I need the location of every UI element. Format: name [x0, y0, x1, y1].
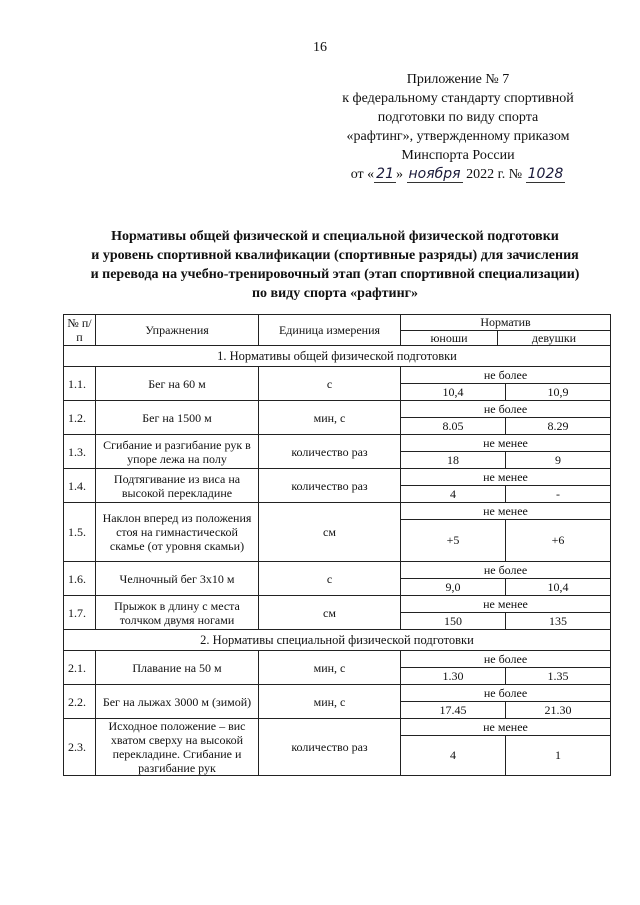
norm-condition: не более	[401, 401, 610, 418]
value-girls: 8.29	[547, 419, 569, 433]
unit: мин, с	[259, 685, 401, 719]
norm-condition: не более	[401, 685, 610, 702]
norm-cell	[401, 685, 611, 719]
annex-line: Минспорта России	[401, 148, 515, 163]
value-girls: 1.35	[547, 669, 569, 683]
row-number: 1.3.	[64, 435, 96, 469]
norm-cell	[401, 469, 611, 503]
norm-condition: не более	[401, 562, 610, 579]
normatives-table	[63, 314, 611, 776]
value-girls: 9	[555, 453, 561, 467]
norm-cell	[401, 367, 611, 401]
value-girls: 21.30	[544, 703, 572, 717]
row-number: 1.7.	[64, 596, 96, 630]
norm-cell	[401, 719, 611, 776]
exercise-name: Прыжок в длину с места толчком двумя ногами	[96, 596, 259, 630]
norm-cell	[401, 435, 611, 469]
section-row-general	[64, 346, 611, 367]
table-row	[64, 685, 611, 719]
norm-cell	[401, 503, 611, 562]
header-girls: девушки	[498, 330, 611, 346]
value-girls: 135	[549, 614, 567, 628]
document-heading: Нормативы общей физической и специальной физической подготовки и уровень спортивной квалификации (спортивные разряды) для зачисления и перевода на учебно-тренировочный этап (этап спортивной специализации) по виду спорта «рафтинг»	[90, 229, 580, 301]
row-number: 1.1.	[64, 367, 96, 401]
table-row	[64, 401, 611, 435]
unit: мин, с	[259, 651, 401, 685]
header-row	[64, 315, 611, 331]
page-number: 16	[313, 40, 327, 55]
row-number: 2.2.	[64, 685, 96, 719]
table-row	[64, 651, 611, 685]
unit: с	[259, 562, 401, 596]
norm-condition: не менее	[401, 469, 610, 486]
norm-cell	[401, 562, 611, 596]
value-girls: +6	[551, 533, 565, 547]
value-boys: 4	[401, 736, 506, 775]
table-row	[64, 367, 611, 401]
value-girls: -	[556, 487, 560, 501]
header-unit: Единица измерения	[259, 315, 401, 346]
unit: с	[259, 367, 401, 401]
annex-title: Приложение № 7	[406, 72, 510, 87]
header-norm: Норматив	[401, 315, 611, 331]
value-boys: 18	[401, 452, 506, 468]
section-row-special	[64, 630, 611, 651]
norm-condition: не менее	[401, 435, 610, 452]
norm-condition: не более	[401, 651, 610, 668]
handwritten-order-number: 1028	[527, 166, 564, 182]
handwritten-day: 21	[376, 166, 394, 182]
value-boys: 17.45	[401, 702, 506, 718]
exercise-name: Сгибание и разгибание рук в упоре лежа на полу	[96, 435, 259, 469]
handwritten-month: ноября	[408, 166, 461, 182]
exercise-name: Подтягивание из виса на высокой перекладине	[96, 469, 259, 503]
value-girls: 10,4	[547, 580, 569, 594]
norm-condition: не менее	[401, 503, 610, 520]
exercise-name: Бег на лыжах 3000 м (зимой)	[96, 685, 259, 719]
unit: количество раз	[259, 719, 401, 776]
row-number: 2.3.	[64, 719, 96, 776]
unit: количество раз	[259, 469, 401, 503]
exercise-name: Бег на 60 м	[96, 367, 259, 401]
exercise-name: Плавание на 50 м	[96, 651, 259, 685]
value-boys: 150	[401, 613, 506, 629]
exercise-name: Челночный бег 3х10 м	[96, 562, 259, 596]
exercise-name: Наклон вперед из положения стоя на гимнастической скамье (от уровня скамьи)	[96, 503, 259, 562]
value-girls: 10,9	[547, 385, 569, 399]
value-boys: 4	[401, 486, 506, 502]
header-num: № п/п	[64, 315, 96, 346]
value-boys: 8.05	[401, 418, 506, 434]
header-boys: юноши	[401, 330, 498, 346]
annex-line: подготовки по виду спорта	[377, 110, 539, 125]
row-number: 1.5.	[64, 503, 96, 562]
value-girls: 1	[555, 748, 561, 762]
exercise-name: Бег на 1500 м	[96, 401, 259, 435]
section-title: 2. Нормативы специальной физической подготовки	[64, 630, 611, 651]
value-boys: 10,4	[401, 384, 506, 400]
row-number: 1.6.	[64, 562, 96, 596]
value-boys: 1.30	[401, 668, 506, 684]
norm-cell	[401, 651, 611, 685]
norm-cell	[401, 401, 611, 435]
annex-line: к федеральному стандарту спортивной	[342, 91, 574, 106]
table-row	[64, 435, 611, 469]
norm-condition: не менее	[401, 596, 610, 613]
row-number: 1.4.	[64, 469, 96, 503]
unit: см	[259, 503, 401, 562]
table-row	[64, 503, 611, 562]
unit: см	[259, 596, 401, 630]
norm-condition: не менее	[401, 719, 610, 736]
section-title: 1. Нормативы общей физической подготовки	[64, 346, 611, 367]
unit: количество раз	[259, 435, 401, 469]
unit: мин, с	[259, 401, 401, 435]
row-number: 1.2.	[64, 401, 96, 435]
annex-block	[308, 70, 608, 184]
value-boys: +5	[401, 520, 506, 561]
table-row	[64, 562, 611, 596]
value-boys: 9,0	[401, 579, 506, 595]
annex-date-line: от « 21 » ноября 2022 г. № 1028	[350, 166, 564, 182]
norm-cell	[401, 596, 611, 630]
row-number: 2.1.	[64, 651, 96, 685]
exercise-name: Исходное положение – вис хватом сверху на высокой перекладине. Сгибание и разгибание рук	[96, 719, 259, 776]
norm-condition: не более	[401, 367, 610, 384]
header-exercise: Упражнения	[96, 315, 259, 346]
annex-line: «рафтинг», утвержденному приказом	[346, 129, 570, 144]
table-row	[64, 596, 611, 630]
table-row	[64, 469, 611, 503]
table-row	[64, 719, 611, 776]
